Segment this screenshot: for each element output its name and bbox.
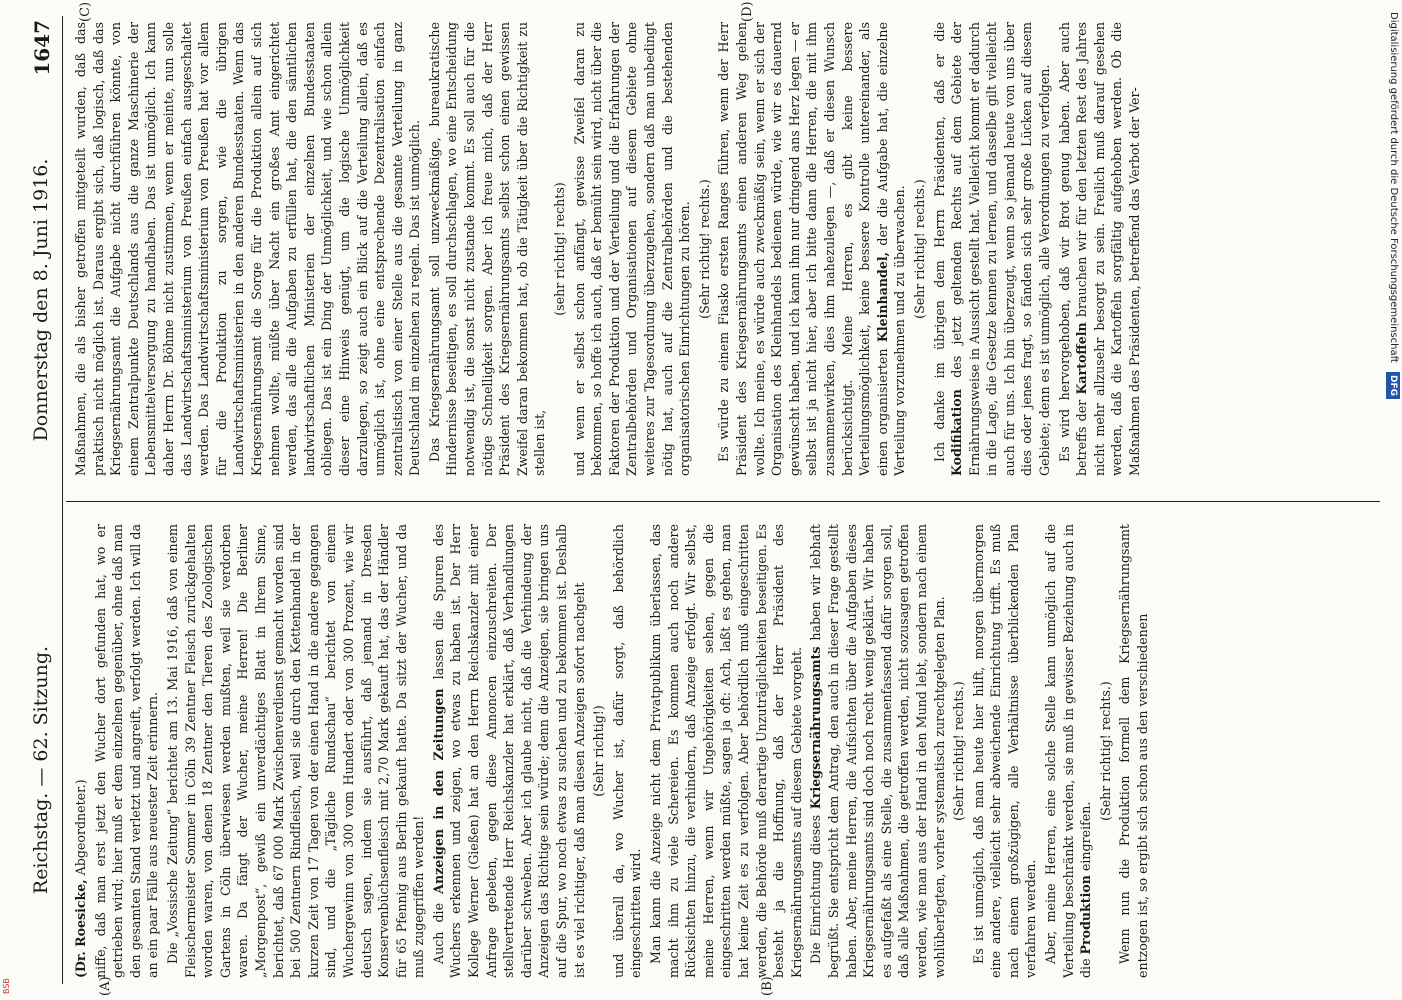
paragraph: Es ist unmöglich, daß man heute hier hilft, morgen übermorgen eine andere, vielleicht sehr abweichende Einrichtung trifft. Es muß nach einem großzügigen, alle Verhältnisse überblickenden Plan verfahren werden. [970,524,1039,978]
text-run: lassen die Spuren des Wuchers erkennen und zeigen, wo etwas zu haben ist. Der Herr Kollege Werner (Gießen) hat an den Herrn Reichskanzler mit einer Anfrage gebeten, gegen diese Annoncen einzuschreiten. Der stellvertretende Herr Reichskanzler hat erklärt, daß Verhandlungen darüber schweben. Aber ich glaube nicht, daß die Verhindeung der Anzeigen das Richtige sein würde; denn die Anzeigen, sie bringen uns auf die Spur, wo noch etwas zu suchen und zu bekommen ist. Deshalb ist es viel richtiger, daß man diesen Anzeigen sofort nachgeht [430,524,587,978]
text-run: Ich danke im übrigen dem Herrn Präsidenten, daß er die [931,22,947,462]
credit-text: Digitalisierung gefördert durch die Deutsche Forschungsgemeinschaft [1388,12,1399,363]
paragraph: Die „Vossische Zeitung“ berichtet am 13. Mai 1916, daß von einem Fleischermeister Sommer in Cöln 39 Zentner Fleisch zurückgehalten worden waren, von denen 18 Zentner den Tieren des Zoologischen Gartens in Cöln überwiesen werden mußten, weil sie verdorben waren. Da fängt der Wucher, meine Herren! Die Berliner „Morgenpost“, gewiß ein unverdächtiges Blatt in Ihrem Sinne, berichtet, daß 67 000 Mark Zwischenverdienst gemacht worden sind bei 500 Zentnern Rindfleisch, weil sie durch den Kettenhandel in der kurzen Zeit von 17 Tagen von der einen Hand in die andere gegangen sind, und die „Tägliche Rundschau“ berichtet von einem Wuchergewinn von 300 vom Hundert oder von 300 Prozent, wie wir deutsch sagen, indem sie ausführt, daß jemand in Dresden Konservenbüchsenfleisch mit 2,70 Mark gekauft hat, das der Händler für 65 Pfennig aus Berlin gekauft hatte. Da sitzt der Wucher, und da muß zugegriffen werden! [164,524,427,978]
paragraph: Das Kriegsernährungsamt soll unzweckmäßige, bureaukratische Hindernisse beseitigen, es soll durchschlagen, wo eine Entscheidung notwendig ist, die sonst nicht zustande kommt. Es soll auch für die nötige Schnelligkeit sorgen. Aber ich freue mich, daß der Herr Präsident des Kriegsernährungsamts selbst schon einen gewissen Zweifel daran bekommen hat, ob die Tätigkeit über die Richtigkeit zu stellen ist, [426,22,548,476]
paragraph [1042,524,1095,978]
interjection: (Sehr richtig! rechts.) [951,681,967,821]
speaker-line [72,524,90,978]
text-run: des jetzt geltenden Rechts auf dem Gebiete der Ernährungsweise in Aussicht gestellt hat. Vielleicht kommt er dadurch in die Lage, die Gesetze kennen zu lernen, und dasselbe gilt vielleicht auch für uns. Ich bin überzeugt, wenn so jemand heute von uns über dies oder jenes fragt, so fänden sich sehr große Lücken auf diesem Gebiete; denn es ist unmöglich, alle Verordnungen zu verfolgen. [949,22,1053,476]
paragraph: Maßnahmen, die als bisher getroffen mitgeteilt wurden, daß das praktisch nicht möglich ist. Daraus ergibt sich, daß logisch, daß das Kriegsernährungsamt die Aufgabe nicht durchführen könnte, von einem Zentralpunkte Deutschlands aus die ganze Maschinerie der Lebensmittelversorgung zu handhaben. Das ist unmöglich. Ich kann daher Herrn Dr. Böhme nicht zustimmen, wenn er meinte, nun solle das Landwirtschaftsministerium von Preußen einfach ausgeschaltet werden. Das Landwirtschaftsministerium von Preußen hat vor allem für die Produktion zu sorgen, wie die übrigen Landwirtschaftsministerien in den anderen Bundesstaaten. Wenn das Kriegsernährungsamt die Sorge für die Produktion allein auf sich nehmen wollte, müßte über Nacht ein großes Amt eingerichtet werden, das alle die Aufgaben zu erfüllen hat, die den sämtlichen landwirtschaftlichen Ministerien der einzelnen Bundesstaaten obliegen. Das ist ein Ding der Unmöglichkeit, und wie schon allein dieser eine Hinweis genügt, um die logische Unmöglichkeit darzulegen, so zeigt auch ein Blick auf die Verteilung allein, daß es unmöglich ist, ohne eine entsprechende Dezentralisation einfach zentralistisch von einer Stelle aus die gesamte Verteilung in ganz Deutschland im einzelnen zu regeln. Das ist unmöglich. [73,22,423,476]
text-run: brauchen wir für den letzten Rest des Jahres nicht mehr allzusehr besorgt zu sein. Freilich muß darauf gesehen werden, daß die Kartoffeln sorgfältig aufgehoben werden. Ob die Maßnahmen des Präsidenten, betreffend das Verbot der Ver- [1074,22,1143,476]
right-column [72,22,1378,476]
header-date: Donnerstag den 8. Juni 1916. [30,158,52,442]
text-run: Auch die [430,902,446,964]
text-run: Es würde zu einem Fiasko ersten Ranges führen, wenn der Herr Präsident des Kriegsernährungsamts einen anderen Weg gehen wollte. Ich meine, es würde auch zweckmäßig sein, wenn er sich der Organisation des Kleinhandels bedienen würde, wie wir es dauernd gewünscht haben, und ich kann ihm nur dringend ans Herz legen — er selbst ist ja nicht hier, aber ich bitte dann die Herren, die mit ihm zusammenwirken, dies ihm nahezulegen —, daß er diesen Wunsch berücksichtigt. Meine Herren, es gibt keine bessere Verteilungsmöglichkeit, keine bessere Kontrolle untereinander, als einen organisierten [716,22,890,476]
bold-term: Kleinhandel, [874,251,890,343]
text-run: haben wir lebhaft begrüßt. Sie entspricht dem Antrag, den auch in dieser Frage gestellt haben. Aber, meine Herren, die Aufsichten über die Aufgaben dieses Kriegsernährungsamts sind doch noch recht wenig geklärt. Wir haben es aufgefaßt als eine Stelle, die zusammenfassend dafür sorgen soll, daß alle Maßnahmen, die getroffen werden, nicht sozusagen getroffen werden, wie man aus der Hand in den Mund lebt, sondern nach einem wohlüberlegten, vorher systematisch zurechtgelegten Plan. [808,524,947,978]
text-run: Die Einrichtung dieses [808,814,824,964]
bsb-label: BSB [2,978,11,994]
speaker-role: Abgeordneter.) [73,779,88,876]
interjection: (Sehr richtig! rechts.) [911,179,927,319]
interjection: (Sehr richtig! rechts.) [1097,681,1113,821]
paragraph: und wenn er selbst schon anfängt, gewisse Zweifel daran zu bekommen, so hoffe ich auch, daß er bemüht sein wird, nicht über die Faktoren der Produktion und der Verteilung und die Erfahrungen der Zentralbehörden und Organisationen auf diesem Gebiete ohne weiteres zur Tagesordnung überzugehen, sondern daß man unbedingt nötig hat, auch auf die Zentralbehörden und die bestehenden organisatorischen Einrichtungen zu hören. [571,22,693,476]
interjection: (sehr richtig! rechts) [552,182,568,316]
paragraph [1056,22,1144,476]
paragraph: niffe, daß man erst jetzt den Wucher dort gefunden hat, wo er getrieben wird; hier muß er dem einzelnen gegenüber, ohne daß man den gesamten Stand verletzt und angreift, verfolgt werden. Ich will da an ein paar Fälle aus neuester Zeit erinnern. [92,524,161,978]
left-column [72,524,1378,978]
text-run: Aber, meine Herren, eine solche Stelle kann unmöglich auf die Verteilung beschränkt werden, sie muß in gewisser Beziehung auch in die [1043,524,1094,978]
paragraph [931,22,1054,476]
margin-mark-b: (B) [760,976,775,996]
speaker-name: (Dr. Roesicke, [73,879,88,978]
bold-term: Kartoffeln [1074,322,1090,395]
margin-mark-a: (A) [98,976,113,996]
text-run: der die Aufgabe hat, die einzelne Verteilung vorzunehmen und zu überwachen. [874,22,908,476]
column-divider [66,501,1380,502]
paragraph: und überall da, wo Wucher ist, dafür sorgt, daß behördlich eingeschritten wird. [610,524,644,978]
paragraph [807,524,948,978]
paragraph: Wenn nun die Produktion formell dem Kriegsernährungsamt entzogen ist, so ergibt sich schon aus den verschiedenen [1117,524,1151,978]
dfg-logo: DFG [1386,372,1400,399]
page-number: 1647 [30,20,54,76]
header-session: Reichstag. — 62. Sitzung. [30,645,52,895]
bold-term: Kriegsernährungsamts [808,646,824,810]
bold-term: Anzeigen in den Zeitungen [430,688,446,894]
margin-mark-d: (D) [740,1,755,22]
paragraph: Man kann die Anzeige nicht dem Privatpublikum überlassen, das macht ihm zu viele Schereien. Es kommen auch noch andere Rücksichten hinzu, die verhindern, daß Anzeige erfolgt. Wir selbst, meine Herren, wenn wir Ungehörigkeiten sehen, gegen die eingeschritten werden müßte, sagen ja oft: Ach, laßt es gehen, man hat keine Zeit es zu verfolgen. Aber behördlich muß eingeschritten werden, die Behörde muß derartige Unzuträglichkeiten beseitigen. Es besteht ja die Hoffnung, daß der Herr Präsident des Kriegsernährungsamts auf diesem Gebiete vorgeht. [648,524,804,978]
text-run: eingreifen. [1078,801,1094,872]
page-header [0,0,78,1000]
paragraph [430,524,588,978]
margin-mark-c: (C) [78,1,93,22]
bold-term: Kodifikation [949,389,965,476]
header-rule [62,16,63,984]
bold-term: Produktion [1078,875,1094,955]
paragraph [715,22,909,476]
text-run: Es wird hervorgehoben, daß wir Brot genug haben. Aber auch betreffs der [1056,22,1090,476]
interjection: (Sehr richtig!) [591,705,607,797]
interjection: (Sehr richtig! rechts.) [696,179,712,319]
